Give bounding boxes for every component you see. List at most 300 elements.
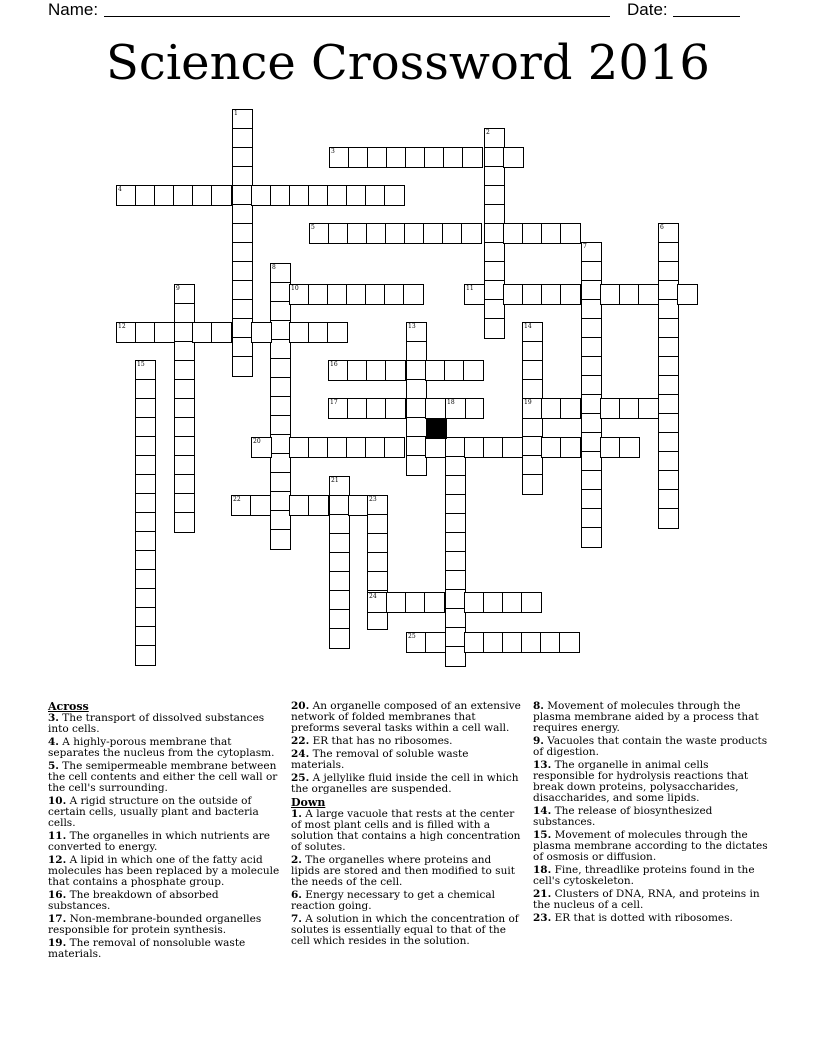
crossword-cell[interactable] bbox=[404, 223, 425, 244]
crossword-cell[interactable] bbox=[425, 437, 446, 458]
crossword-cell[interactable] bbox=[406, 455, 427, 476]
crossword-cell[interactable] bbox=[522, 284, 543, 305]
crossword-cell[interactable] bbox=[658, 280, 679, 301]
crossword-cell[interactable] bbox=[347, 398, 368, 419]
crossword-cell[interactable] bbox=[348, 147, 369, 168]
crossword-cell[interactable] bbox=[367, 552, 388, 573]
across-clue-list bbox=[48, 713, 280, 960]
page-title: Science Crossword 2016 bbox=[106, 35, 710, 91]
crossword-cell[interactable] bbox=[600, 284, 621, 305]
crossword-cell[interactable] bbox=[308, 284, 329, 305]
crossword-cell[interactable] bbox=[445, 646, 466, 667]
crossword-cell[interactable] bbox=[581, 432, 602, 453]
crossword-cell[interactable] bbox=[309, 223, 330, 244]
crossword-cell[interactable] bbox=[445, 551, 466, 572]
crossword-cell[interactable] bbox=[521, 632, 542, 653]
clue-item bbox=[533, 830, 769, 863]
crossword-cell[interactable] bbox=[135, 550, 156, 571]
crossword-cell[interactable] bbox=[250, 495, 271, 516]
clue-number: 18. bbox=[533, 864, 552, 876]
crossword-cell[interactable] bbox=[462, 147, 483, 168]
crossword-cell[interactable] bbox=[484, 166, 505, 187]
crossword-cell[interactable] bbox=[406, 360, 427, 381]
crossword-cell[interactable] bbox=[329, 514, 350, 535]
crossword-cell[interactable] bbox=[174, 493, 195, 514]
black-cell bbox=[426, 418, 447, 439]
crossword-cell[interactable] bbox=[329, 628, 350, 649]
crossword-cell[interactable] bbox=[464, 284, 485, 305]
crossword-cell[interactable] bbox=[425, 398, 446, 419]
crossword-cell[interactable] bbox=[174, 360, 195, 381]
crossword-cell[interactable] bbox=[347, 223, 368, 244]
crossword-cell[interactable] bbox=[658, 451, 679, 472]
crossword-cell[interactable] bbox=[658, 470, 679, 491]
crossword-cell[interactable] bbox=[232, 109, 253, 130]
crossword-cell[interactable] bbox=[367, 495, 388, 516]
clue-text: ER that has no ribosomes. bbox=[309, 735, 453, 747]
crossword-cell[interactable] bbox=[581, 413, 602, 434]
crossword-cell[interactable] bbox=[232, 280, 253, 301]
crossword-cell[interactable] bbox=[406, 398, 427, 419]
crossword-cell[interactable] bbox=[463, 398, 484, 419]
crossword-cell[interactable] bbox=[445, 589, 466, 610]
crossword-cell[interactable] bbox=[270, 263, 291, 284]
crossword-cell[interactable] bbox=[174, 436, 195, 457]
crossword-cell[interactable] bbox=[445, 494, 466, 515]
crossword-cell[interactable] bbox=[581, 375, 602, 396]
clue-text: The organelle in animal cells responsible for hydrolysis reactions that break down proteins, polysaccharides, disaccharides, and some lipids. bbox=[533, 759, 749, 804]
crossword-cell[interactable] bbox=[211, 185, 232, 206]
crossword-cell[interactable] bbox=[581, 318, 602, 339]
crossword-cell[interactable] bbox=[658, 508, 679, 529]
crossword-cell[interactable] bbox=[522, 341, 543, 362]
crossword-cell[interactable] bbox=[484, 185, 505, 206]
crossword-cell[interactable] bbox=[174, 379, 195, 400]
crossword-cell[interactable] bbox=[329, 590, 350, 611]
crossword-cell[interactable] bbox=[581, 280, 602, 301]
crossword-cell[interactable] bbox=[135, 379, 156, 400]
cell-number: 24 bbox=[369, 593, 377, 600]
crossword-cell[interactable] bbox=[135, 531, 156, 552]
crossword-cell[interactable] bbox=[463, 360, 484, 381]
crossword-cell[interactable] bbox=[464, 437, 485, 458]
clue-number: 13. bbox=[533, 759, 552, 771]
crossword-cell[interactable] bbox=[366, 398, 387, 419]
crossword-cell[interactable] bbox=[484, 261, 505, 282]
crossword-cell[interactable] bbox=[232, 147, 253, 168]
clue-text: A highly-porous membrane that separates the nucleus from the cytoplasm. bbox=[48, 736, 275, 759]
cell-number: 5 bbox=[311, 224, 315, 231]
crossword-cell[interactable] bbox=[658, 223, 679, 244]
crossword-cell[interactable] bbox=[464, 592, 485, 613]
crossword-cell[interactable] bbox=[327, 322, 348, 343]
crossword-cell[interactable] bbox=[135, 645, 156, 666]
crossword-cell[interactable] bbox=[581, 242, 602, 263]
crossword-cell[interactable] bbox=[484, 318, 505, 339]
crossword-cell[interactable] bbox=[346, 284, 367, 305]
crossword-cell[interactable] bbox=[365, 185, 386, 206]
crossword-cell[interactable] bbox=[619, 284, 640, 305]
clue-item bbox=[48, 831, 280, 853]
crossword-cell[interactable] bbox=[327, 284, 348, 305]
crossword-cell[interactable] bbox=[522, 360, 543, 381]
clue-item bbox=[291, 890, 523, 912]
crossword-cell[interactable] bbox=[560, 437, 581, 458]
crossword-cell[interactable] bbox=[289, 185, 310, 206]
cell-number: 20 bbox=[253, 438, 261, 445]
cell-number: 22 bbox=[233, 496, 241, 503]
crossword-cell[interactable] bbox=[135, 588, 156, 609]
crossword-cell[interactable] bbox=[384, 185, 405, 206]
crossword-cell[interactable] bbox=[135, 607, 156, 628]
crossword-cell[interactable] bbox=[308, 495, 329, 516]
crossword-cell[interactable] bbox=[445, 570, 466, 591]
crossword-cell[interactable] bbox=[658, 242, 679, 263]
crossword-cell[interactable] bbox=[541, 284, 562, 305]
crossword-cell[interactable] bbox=[522, 436, 543, 457]
crossword-cell[interactable] bbox=[251, 185, 272, 206]
crossword-cell[interactable] bbox=[581, 451, 602, 472]
crossword-cell[interactable] bbox=[173, 185, 194, 206]
crossword-cell[interactable] bbox=[503, 223, 524, 244]
crossword-cell[interactable] bbox=[270, 358, 291, 379]
crossword-cell[interactable] bbox=[541, 437, 562, 458]
crossword-cell[interactable] bbox=[384, 284, 405, 305]
crossword-cell[interactable] bbox=[135, 417, 156, 438]
crossword-cell[interactable] bbox=[600, 437, 621, 458]
crossword-cell[interactable] bbox=[405, 592, 426, 613]
crossword-cell[interactable] bbox=[135, 185, 156, 206]
crossword-cell[interactable] bbox=[135, 569, 156, 590]
crossword-cell[interactable] bbox=[658, 432, 679, 453]
crossword-cell[interactable] bbox=[192, 322, 213, 343]
crossword-cell[interactable] bbox=[365, 437, 386, 458]
crossword-cell[interactable] bbox=[270, 339, 291, 360]
crossword-cell[interactable] bbox=[346, 185, 367, 206]
crossword-cell[interactable] bbox=[581, 299, 602, 320]
crossword-cell[interactable] bbox=[600, 398, 621, 419]
crossword-cell[interactable] bbox=[445, 513, 466, 534]
crossword-cell[interactable] bbox=[347, 360, 368, 381]
cell-number: 11 bbox=[466, 285, 474, 292]
crossword-cell[interactable] bbox=[444, 360, 465, 381]
crossword-cell[interactable] bbox=[484, 223, 505, 244]
crossword-cell[interactable] bbox=[365, 284, 386, 305]
crossword-cell[interactable] bbox=[658, 413, 679, 434]
crossword-cell[interactable] bbox=[135, 322, 156, 343]
crossword-cell[interactable] bbox=[522, 322, 543, 343]
crossword-cell[interactable] bbox=[658, 375, 679, 396]
clue-text: A rigid structure on the outside of certain cells, usually plant and bacteria cells. bbox=[48, 795, 259, 829]
crossword-cell[interactable] bbox=[329, 147, 350, 168]
crossword-cell[interactable] bbox=[503, 284, 524, 305]
crossword-cell[interactable] bbox=[403, 284, 424, 305]
crossword-cell[interactable] bbox=[270, 396, 291, 417]
crossword-cell[interactable] bbox=[406, 379, 427, 400]
crossword-cell[interactable] bbox=[232, 337, 253, 358]
crossword-cell[interactable] bbox=[232, 318, 253, 339]
crossword-cell[interactable] bbox=[289, 495, 310, 516]
crossword-cell[interactable] bbox=[211, 322, 232, 343]
crossword-cell[interactable] bbox=[308, 185, 329, 206]
clue-item bbox=[48, 914, 280, 936]
crossword-cell[interactable] bbox=[174, 341, 195, 362]
crossword-cell[interactable] bbox=[308, 322, 329, 343]
crossword-cell[interactable] bbox=[445, 532, 466, 553]
crossword-cell[interactable] bbox=[348, 495, 369, 516]
crossword-cell[interactable] bbox=[619, 398, 640, 419]
crossword-cell[interactable] bbox=[442, 223, 463, 244]
crossword-cell[interactable] bbox=[658, 318, 679, 339]
crossword-cell[interactable] bbox=[154, 322, 175, 343]
crossword-cell[interactable] bbox=[328, 223, 349, 244]
crossword-cell[interactable] bbox=[385, 223, 406, 244]
crossword-cell[interactable] bbox=[443, 147, 464, 168]
crossword-cell[interactable] bbox=[270, 185, 291, 206]
crossword-cell[interactable] bbox=[425, 632, 446, 653]
crossword-cell[interactable] bbox=[406, 417, 427, 438]
crossword-cell[interactable] bbox=[367, 147, 388, 168]
crossword-cell[interactable] bbox=[367, 592, 388, 613]
crossword-cell[interactable] bbox=[406, 632, 427, 653]
crossword-cell[interactable] bbox=[581, 337, 602, 358]
crossword-cell[interactable] bbox=[386, 592, 407, 613]
crossword-cell[interactable] bbox=[541, 398, 562, 419]
crossword-cell[interactable] bbox=[541, 223, 562, 244]
crossword-cell[interactable] bbox=[445, 627, 466, 648]
crossword-cell[interactable] bbox=[289, 322, 310, 343]
crossword-cell[interactable] bbox=[367, 514, 388, 535]
clue-text: Vacuoles that contain the waste products of digestion. bbox=[533, 735, 768, 758]
crossword-cell[interactable] bbox=[658, 337, 679, 358]
crossword-cell[interactable] bbox=[384, 437, 405, 458]
crossword-cell[interactable] bbox=[174, 474, 195, 495]
crossword-cell[interactable] bbox=[232, 185, 253, 206]
crossword-cell[interactable] bbox=[308, 437, 329, 458]
crossword-cell[interactable] bbox=[327, 185, 348, 206]
cell-number: 6 bbox=[660, 224, 664, 231]
clue-number: 17. bbox=[48, 913, 67, 925]
crossword-cell[interactable] bbox=[502, 592, 523, 613]
clue-number: 8. bbox=[533, 700, 544, 712]
crossword-cell[interactable] bbox=[367, 533, 388, 554]
cell-number: 2 bbox=[486, 129, 490, 136]
crossword-cell[interactable] bbox=[329, 609, 350, 630]
clue-item bbox=[48, 713, 280, 735]
crossword-cell[interactable] bbox=[232, 223, 253, 244]
crossword-cell[interactable] bbox=[135, 360, 156, 381]
crossword-cell[interactable] bbox=[503, 147, 524, 168]
crossword-cell[interactable] bbox=[329, 552, 350, 573]
crossword-cell[interactable] bbox=[270, 301, 291, 322]
crossword-cell[interactable] bbox=[232, 166, 253, 187]
crossword-cell[interactable] bbox=[232, 299, 253, 320]
crossword-cell[interactable] bbox=[658, 394, 679, 415]
crossword-cell[interactable] bbox=[270, 282, 291, 303]
crossword-cell[interactable] bbox=[232, 356, 253, 377]
crossword-cell[interactable] bbox=[406, 341, 427, 362]
crossword-cell[interactable] bbox=[521, 592, 542, 613]
crossword-cell[interactable] bbox=[484, 299, 505, 320]
crossword-cell[interactable] bbox=[367, 571, 388, 592]
crossword-cell[interactable] bbox=[484, 147, 505, 168]
crossword-cell[interactable] bbox=[116, 322, 137, 343]
clue-number: 21. bbox=[533, 888, 552, 900]
cell-number: 14 bbox=[524, 323, 532, 330]
crossword-cell[interactable] bbox=[502, 437, 523, 458]
crossword-cell[interactable] bbox=[425, 360, 446, 381]
crossword-cell[interactable] bbox=[581, 489, 602, 510]
crossword-cell[interactable] bbox=[445, 456, 466, 477]
crossword-cell[interactable] bbox=[406, 436, 427, 457]
crossword-cell[interactable] bbox=[135, 626, 156, 647]
crossword-cell[interactable] bbox=[619, 437, 640, 458]
crossword-cell[interactable] bbox=[174, 512, 195, 533]
crossword-cell[interactable] bbox=[329, 495, 350, 516]
crossword-cell[interactable] bbox=[423, 223, 444, 244]
crossword-cell[interactable] bbox=[658, 299, 679, 320]
clue-item bbox=[291, 701, 523, 734]
crossword-cell[interactable] bbox=[677, 284, 698, 305]
crossword-cell[interactable] bbox=[560, 223, 581, 244]
crossword-cell[interactable] bbox=[658, 489, 679, 510]
crossword-cell[interactable] bbox=[638, 398, 659, 419]
crossword-cell[interactable] bbox=[502, 632, 523, 653]
crossword-cell[interactable] bbox=[560, 284, 581, 305]
crossword-cell[interactable] bbox=[174, 303, 195, 324]
crossword-cell[interactable] bbox=[346, 437, 367, 458]
crossword-cell[interactable] bbox=[540, 632, 561, 653]
crossword-cell[interactable] bbox=[484, 128, 505, 149]
crossword-cell[interactable] bbox=[328, 360, 349, 381]
crossword-cell[interactable] bbox=[366, 360, 387, 381]
crossword-cell[interactable] bbox=[581, 470, 602, 491]
crossword-cell[interactable] bbox=[135, 436, 156, 457]
crossword-cell[interactable] bbox=[232, 242, 253, 263]
clue-item bbox=[291, 736, 523, 747]
crossword-cell[interactable] bbox=[406, 322, 427, 343]
across-heading: Across bbox=[48, 700, 89, 713]
clue-number: 1. bbox=[291, 808, 302, 820]
crossword-cell[interactable] bbox=[174, 417, 195, 438]
crossword-cell[interactable] bbox=[483, 632, 504, 653]
crossword-cell[interactable] bbox=[445, 475, 466, 496]
crossword-cell[interactable] bbox=[484, 242, 505, 263]
crossword-cell[interactable] bbox=[328, 398, 349, 419]
crossword-cell[interactable] bbox=[270, 453, 291, 474]
crossword-cell[interactable] bbox=[522, 379, 543, 400]
crossword-cell[interactable] bbox=[270, 472, 291, 493]
crossword-cell[interactable] bbox=[658, 261, 679, 282]
crossword-cell[interactable] bbox=[270, 491, 291, 512]
crossword-cell[interactable] bbox=[135, 455, 156, 476]
crossword-cell[interactable] bbox=[581, 261, 602, 282]
crossword-cell[interactable] bbox=[581, 527, 602, 548]
crossword-cell[interactable] bbox=[581, 508, 602, 529]
crossword-cell[interactable] bbox=[385, 398, 406, 419]
crossword-cell[interactable] bbox=[329, 476, 350, 497]
crossword-cell[interactable] bbox=[270, 434, 291, 455]
crossword-cell[interactable] bbox=[116, 185, 137, 206]
crossword-cell[interactable] bbox=[135, 474, 156, 495]
crossword-cell[interactable] bbox=[251, 437, 272, 458]
crossword-cell[interactable] bbox=[385, 360, 406, 381]
crossword-cell[interactable] bbox=[483, 592, 504, 613]
crossword-cell[interactable] bbox=[232, 128, 253, 149]
crossword-cell[interactable] bbox=[522, 398, 543, 419]
crossword-cell[interactable] bbox=[270, 510, 291, 531]
cell-number: 13 bbox=[408, 323, 416, 330]
crossword-cell[interactable] bbox=[270, 377, 291, 398]
crossword-cell[interactable] bbox=[270, 415, 291, 436]
crossword-cell[interactable] bbox=[174, 284, 195, 305]
crossword-cell[interactable] bbox=[251, 322, 272, 343]
crossword-cell[interactable] bbox=[559, 632, 580, 653]
crossword-cell[interactable] bbox=[405, 147, 426, 168]
crossword-cell[interactable] bbox=[424, 592, 445, 613]
crossword-cell[interactable] bbox=[461, 223, 482, 244]
crossword-cell[interactable] bbox=[522, 223, 543, 244]
clue-text: The removal of nonsoluble waste materials. bbox=[48, 937, 246, 960]
clue-text: A lipid in which one of the fatty acid molecules has been replaced by a molecule that contains a phosphate group. bbox=[48, 854, 280, 888]
crossword-cell[interactable] bbox=[522, 455, 543, 476]
crossword-cell[interactable] bbox=[445, 608, 466, 629]
crossword-cell[interactable] bbox=[289, 437, 310, 458]
crossword-cell[interactable] bbox=[522, 474, 543, 495]
crossword-cell[interactable] bbox=[522, 417, 543, 438]
clue-text: The organelles where proteins and lipids are stored and then modified to suit the needs of the cell. bbox=[291, 854, 515, 888]
crossword-cell[interactable] bbox=[638, 284, 659, 305]
crossword-cell[interactable] bbox=[174, 398, 195, 419]
clue-text: Fine, threadlike proteins found in the cell's cytoskeleton. bbox=[533, 864, 755, 887]
crossword-cell[interactable] bbox=[445, 398, 466, 419]
clue-number: 11. bbox=[48, 830, 67, 842]
crossword-cell[interactable] bbox=[232, 204, 253, 225]
crossword-cell[interactable] bbox=[581, 356, 602, 377]
crossword-cell[interactable] bbox=[289, 284, 310, 305]
crossword-cell[interactable] bbox=[232, 261, 253, 282]
crossword-cell[interactable] bbox=[135, 398, 156, 419]
clue-number: 22. bbox=[291, 735, 310, 747]
crossword-cell[interactable] bbox=[445, 437, 466, 458]
crossword-cell[interactable] bbox=[386, 147, 407, 168]
crossword-cell[interactable] bbox=[192, 185, 213, 206]
cell-number: 3 bbox=[331, 148, 335, 155]
clue-item bbox=[48, 890, 280, 912]
crossword-cell[interactable] bbox=[484, 204, 505, 225]
crossword-cell[interactable] bbox=[154, 185, 175, 206]
crossword-cell[interactable] bbox=[483, 437, 504, 458]
crossword-cell[interactable] bbox=[484, 280, 505, 301]
crossword-cell[interactable] bbox=[329, 571, 350, 592]
clue-number: 24. bbox=[291, 748, 310, 760]
crossword-cell[interactable] bbox=[366, 223, 387, 244]
crossword-cell[interactable] bbox=[174, 455, 195, 476]
crossword-cell[interactable] bbox=[231, 495, 252, 516]
crossword-cell[interactable] bbox=[327, 437, 348, 458]
crossword-cell[interactable] bbox=[581, 394, 602, 415]
clues-column-1 bbox=[48, 701, 280, 962]
crossword-cell[interactable] bbox=[658, 356, 679, 377]
crossword-cell[interactable] bbox=[560, 398, 581, 419]
crossword-cell[interactable] bbox=[424, 147, 445, 168]
crossword-cell[interactable] bbox=[464, 632, 485, 653]
crossword-cell[interactable] bbox=[270, 529, 291, 550]
crossword-cell[interactable] bbox=[135, 493, 156, 514]
crossword-cell[interactable] bbox=[329, 533, 350, 554]
crossword-cell[interactable] bbox=[135, 512, 156, 533]
crossword-cell[interactable] bbox=[270, 320, 291, 341]
